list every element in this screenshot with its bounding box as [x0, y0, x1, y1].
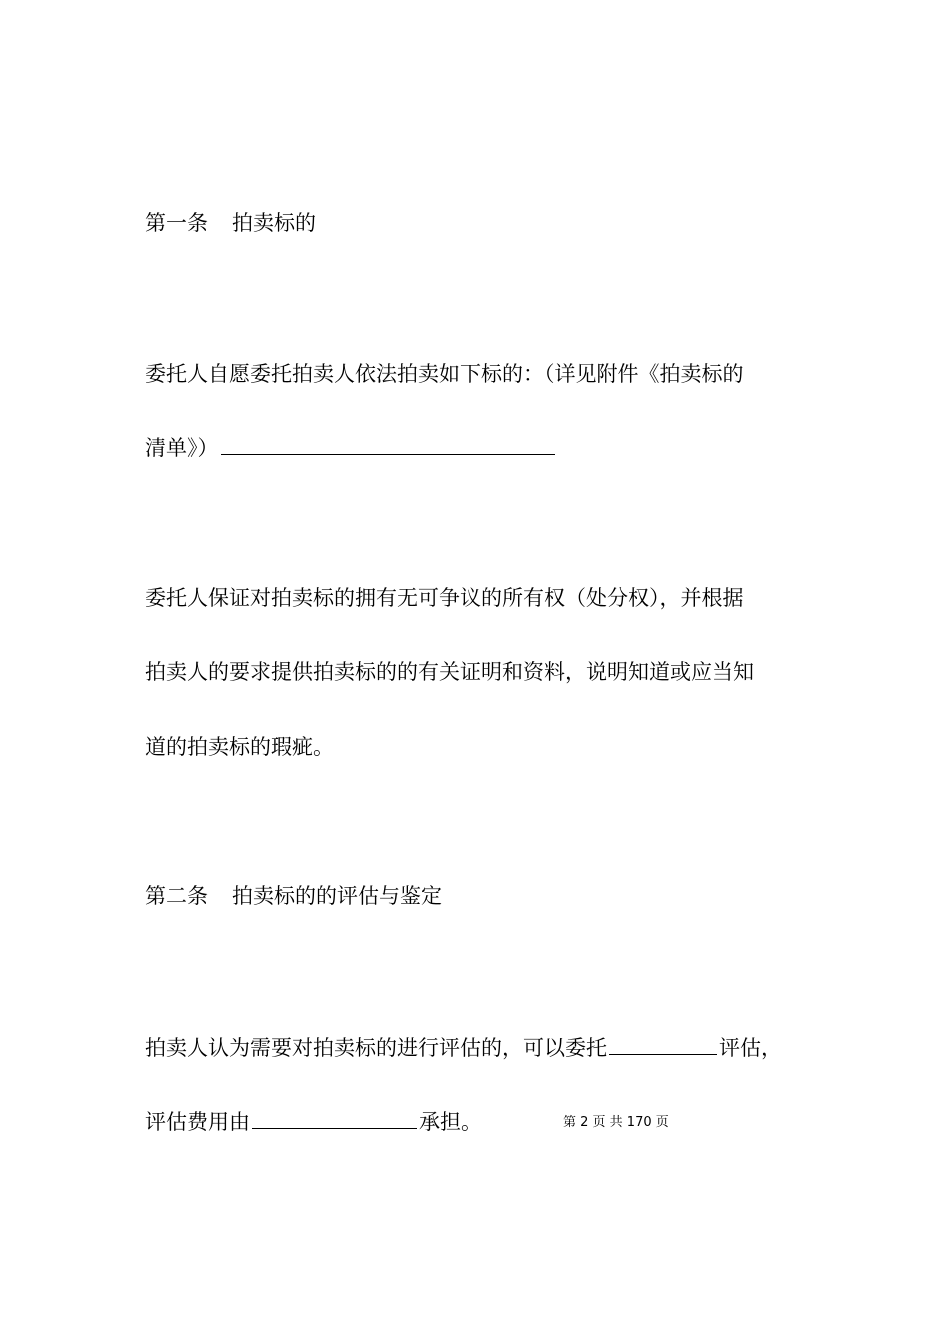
article-2-paragraph-1-line-2	[145, 1108, 482, 1135]
article-1-paragraph-2-line-3: 道的拍卖标的瑕疵。	[145, 735, 334, 759]
page-footer: 第 2 页 共 170 页	[563, 1115, 669, 1130]
article-1-paragraph-2-line-2: 拍卖人的要求提供拍卖标的的有关证明和资料，说明知道或应当知	[145, 660, 754, 684]
article-2-paragraph-1-line-2-prefix: 评估费用由	[145, 1110, 250, 1134]
article-1-heading	[145, 210, 316, 236]
article-1-number: 第一条	[145, 211, 208, 235]
article-2-paragraph-1-prefix: 拍卖人认为需要对拍卖标的进行评估的，可以委托	[145, 1036, 607, 1060]
article-1-paragraph-1-line-2	[145, 434, 557, 461]
article-1-paragraph-1-prefix: 清单》）	[145, 436, 219, 460]
fill-blank	[252, 1108, 417, 1129]
article-1-title: 拍卖标的	[232, 211, 316, 235]
article-2-heading	[145, 883, 442, 909]
article-2-title: 拍卖标的的评估与鉴定	[232, 884, 442, 908]
fill-blank	[609, 1034, 717, 1055]
article-2-paragraph-1-line-1	[145, 1034, 782, 1061]
article-1-paragraph-2-line-1: 委托人保证对拍卖标的拥有无可争议的所有权（处分权），并根据	[145, 586, 744, 610]
fill-blank	[221, 434, 555, 455]
article-1-paragraph-1-line-1: 委托人自愿委托拍卖人依法拍卖如下标的：（详见附件《拍卖标的	[145, 362, 744, 386]
article-2-paragraph-1-line-2-suffix: 承担。	[419, 1110, 482, 1134]
article-2-paragraph-1-suffix: 评估，	[719, 1036, 782, 1060]
article-2-number: 第二条	[145, 884, 208, 908]
